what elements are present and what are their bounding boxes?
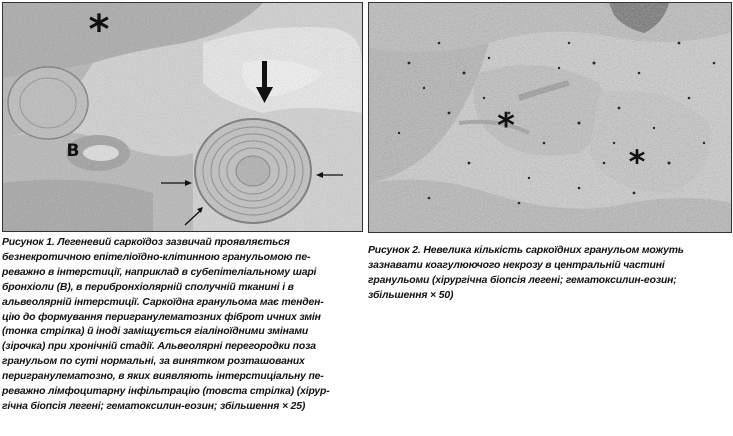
caption-line: (зірочка) при хронічній стадії. Альвеолярні перегородки поза bbox=[2, 341, 316, 353]
bronchiole-marker-b: B bbox=[66, 141, 80, 161]
caption-line: гранульом по суті нормальні, за винятком розташованих bbox=[2, 356, 305, 368]
figure-2-caption bbox=[368, 244, 730, 304]
caption-line: бронхіоли (В), в перибронхіолярній сполучній тканині і в bbox=[2, 281, 294, 293]
figure-1-caption bbox=[2, 236, 362, 415]
caption-line: реважно в інтерстиції, наприклад в субепітеліальному шарі bbox=[2, 266, 317, 278]
figure-1-micrograph bbox=[2, 2, 363, 232]
figure-2-image bbox=[369, 3, 731, 232]
caption-line: зазнавати коагулюючого некрозу в центральній частині bbox=[368, 259, 665, 271]
caption-line: альвеолярній інтерстиції. Саркоїдна гранульома має тенден- bbox=[2, 296, 324, 308]
caption-line: безнекротичною епітеліоїдно-клітинною гранульомою пе- bbox=[2, 251, 311, 263]
asterisk-marker: * bbox=[88, 7, 110, 53]
figure-2-caption-label: Рисунок 2. bbox=[368, 245, 421, 256]
figure-2-micrograph bbox=[368, 2, 732, 233]
caption-line: гранульоми (хірургічна біопсія легені; гематоксилин-еозин; bbox=[368, 274, 677, 286]
caption-line: збільшення × 50) bbox=[368, 289, 454, 301]
caption-line: Легеневий саркоїдоз зазвичай проявляється bbox=[54, 237, 290, 248]
caption-line: (тонка стрілка) й іноді заміщується гіаліноїдними змінами bbox=[2, 326, 309, 338]
caption-line: гічна біопсія легені; гематоксилин-еозин; збільшення × 25) bbox=[2, 400, 306, 412]
caption-line: реважно лімфоцитарну інфільтрацію (товста стрілка) (хірур- bbox=[2, 386, 330, 398]
figure-1-image bbox=[3, 3, 362, 231]
caption-line: перигранулематозно, в яких виявляють інтерстиціальну пе- bbox=[2, 371, 324, 383]
caption-line: Невелика кількість саркоїдних гранульом можуть bbox=[420, 245, 684, 256]
caption-line: цію до формування перигранулематозних фіброт ичних змін bbox=[2, 311, 321, 323]
figure-1-caption-label: Рисунок 1. bbox=[2, 237, 55, 248]
necrosis-asterisk-marker-1: * bbox=[497, 106, 515, 146]
necrosis-asterisk-marker-2: * bbox=[628, 143, 646, 181]
